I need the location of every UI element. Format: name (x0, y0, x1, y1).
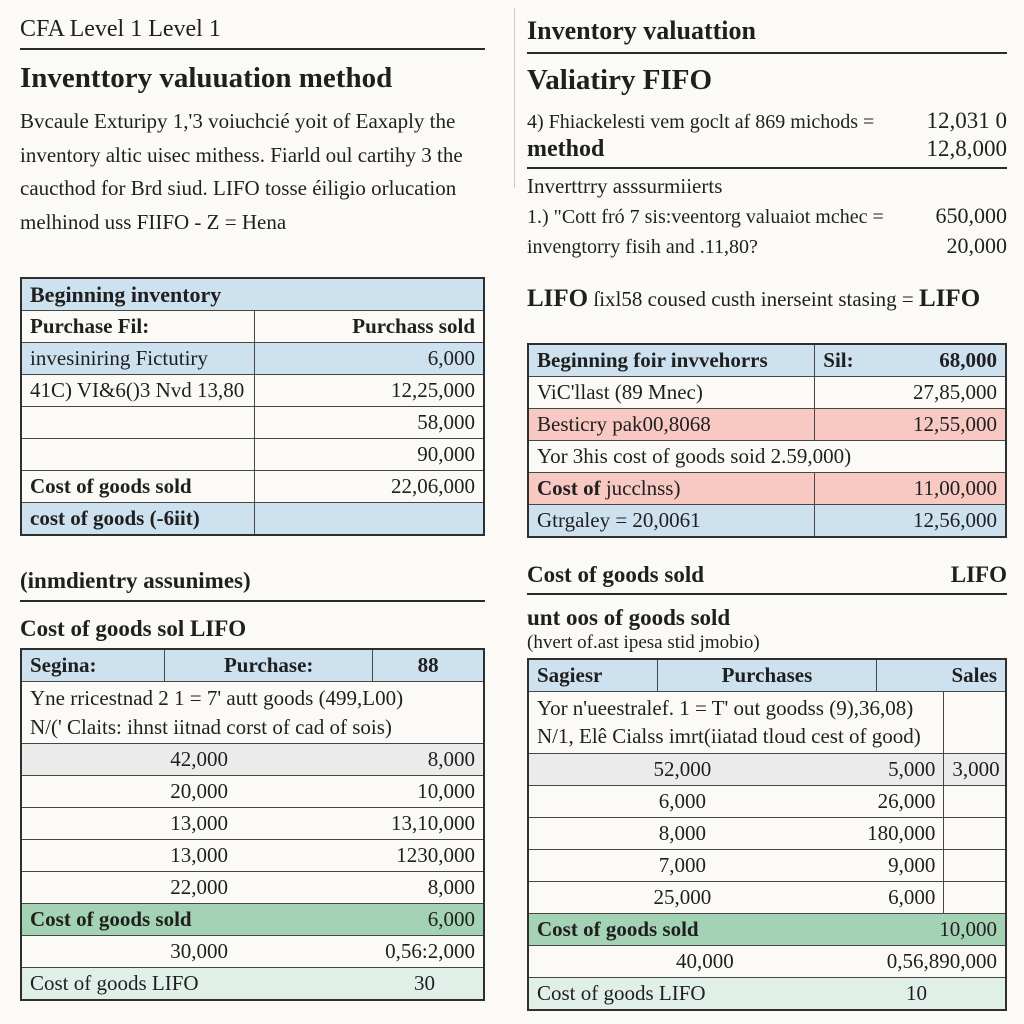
table-row (528, 817, 1006, 849)
header-sub-label: Sil: (823, 348, 854, 372)
column-header: Sales (877, 659, 1006, 692)
data-cell (528, 753, 944, 785)
row-label-cell (528, 473, 815, 505)
formula-line (527, 108, 1007, 134)
table-row (528, 473, 1006, 505)
row-label-bold: Cost of (537, 476, 601, 500)
table-row (528, 377, 1006, 409)
footer-label: Cost of goods LIFO (30, 971, 199, 996)
paragraph-line: melhinod uss FIIFO - Z = Hena (20, 209, 287, 234)
beginning-inventory-table (20, 277, 485, 536)
column-header: Purchass sold (255, 311, 484, 343)
data-cell (21, 936, 484, 968)
amount-value: 8,000 (427, 875, 475, 900)
amount-value: 9,000 (888, 852, 936, 877)
row-label-cell: Besticry pak00,8068 (528, 409, 815, 441)
table-title-cell: Beginning inventory (21, 278, 484, 311)
data-cell (21, 776, 484, 808)
data-cell (528, 817, 944, 849)
row-value-cell: 58,000 (255, 407, 484, 439)
table-row (528, 881, 1006, 913)
lifo-statement (527, 285, 1007, 313)
assumption-item (527, 203, 1007, 229)
column-header: 88 (373, 649, 484, 682)
unit-note: (hvert of.ast ipesa stid jmobio) (527, 632, 760, 653)
paragraph-line: Bvcaule Exturipy 1,'3 voiuchcié yoit of Eaxaply the (20, 109, 456, 133)
lifo-middle: ſixl58 coused custh inerseint stasing = (588, 287, 920, 311)
qty-value: 6,000 (658, 788, 707, 813)
sales-cell (944, 881, 1006, 913)
table-row (21, 808, 484, 840)
note-line: Yne rricestnad 2 1 = 7' autt goods (499,L00) (30, 686, 404, 711)
beginning-inventory-table-right (527, 343, 1007, 538)
unit-heading: unt oos of goods sold (527, 605, 731, 630)
row-value-cell (255, 503, 484, 536)
left-column (20, 16, 485, 1011)
section-subheading: (inmdientry assunimes) (20, 568, 485, 602)
lifo-prefix: LIFO (527, 285, 589, 312)
total-cell (528, 913, 1006, 945)
cogs-lifo-table-right (527, 658, 1007, 1011)
qty-value: 52,000 (653, 756, 712, 781)
table-note-row (528, 692, 1006, 754)
total-row (21, 904, 484, 936)
sales-cell (944, 692, 1006, 754)
footer-label: Cost of goods LIFO (537, 980, 706, 1005)
formula-value: 12,031 0 (926, 108, 1007, 133)
row-value-cell: 12,56,000 (815, 505, 1006, 538)
qty-value: 8,000 (658, 820, 707, 845)
formula-text: 4) Fhiackelesti vem goclt af 869 michods = (527, 111, 875, 133)
row-value-cell: 11,00,000 (815, 473, 1006, 505)
item-label: invengtorry fisih and .11,80? (527, 236, 758, 258)
amount-value: 0,56,890,000 (886, 948, 997, 973)
header-value-cell (815, 344, 1006, 377)
table-header-row (528, 344, 1006, 377)
sales-cell: 3,000 (944, 753, 1006, 785)
row-label-cell: cost of goods (-6iit) (21, 503, 255, 536)
amount-value: 26,000 (877, 788, 936, 813)
qty-value: 22,000 (170, 875, 228, 900)
right-column (527, 16, 1007, 1011)
table-row (528, 505, 1006, 538)
header-amount: 68,000 (939, 348, 997, 372)
amount-value: 0,56:2,000 (385, 939, 475, 964)
qty-value: 25,000 (653, 884, 712, 909)
method-label: method (527, 136, 605, 162)
table-caption: Cost of goods sol LIFO (20, 616, 247, 642)
sales-cell (944, 785, 1006, 817)
table-row (21, 439, 484, 471)
note-line: N/(' Claits: ihnst iitnad corst of cad of sois) (30, 714, 392, 739)
table-row (21, 343, 484, 375)
table-row (21, 776, 484, 808)
page-title: Inventtory valuuation method (20, 62, 393, 94)
table-row (528, 849, 1006, 881)
paragraph-line: caucthod for Brd siud. LIFO tosse éiligio orlucation (20, 176, 457, 201)
table-row (21, 407, 484, 439)
column-header: Purchases (657, 659, 877, 692)
note-line: Yor n'ueestralef. 1 = T' out goodss (9),36,08) (537, 696, 914, 720)
footer-value: 10 (906, 980, 927, 1005)
table-row (528, 441, 1006, 473)
row-value-cell: 12,25,000 (255, 375, 484, 407)
qty-value: 40,000 (676, 948, 734, 973)
column-header: Purchase: (165, 649, 373, 682)
cogs-heading: Cost of goods sold (527, 562, 705, 587)
row-label-cell: Cost of goods sold (21, 471, 255, 503)
table-row (528, 753, 1006, 785)
total-value: 6,000 (427, 907, 475, 932)
item-value: 20,000 (946, 233, 1007, 258)
table-row (21, 471, 484, 503)
cogs-heading-row (527, 562, 1007, 595)
table-row (21, 744, 484, 776)
column-header: Purchase Fil: (21, 311, 255, 343)
row-value-cell: 6,000 (255, 343, 484, 375)
row-value-cell: 27,85,000 (815, 377, 1006, 409)
total-value: 10,000 (939, 916, 997, 941)
table-row (21, 375, 484, 407)
amount-value: 6,000 (888, 884, 936, 909)
row-label-cell: Yor 3his cost of goods soid 2.59,000) (528, 441, 1006, 473)
data-cell (528, 881, 944, 913)
data-cell (528, 849, 944, 881)
data-cell (21, 872, 484, 904)
data-cell (528, 785, 944, 817)
section-heading: Inventory valuattion (527, 16, 1007, 54)
note-cell (21, 682, 484, 744)
table-header-row (21, 649, 484, 682)
amount-value: 5,000 (888, 756, 936, 781)
data-cell (21, 744, 484, 776)
footer-value: 30 (414, 971, 435, 996)
table-row (21, 503, 484, 536)
total-label: Cost of goods sold (537, 916, 699, 941)
lifo-suffix: LIFO (919, 285, 981, 312)
amount-value: 8,000 (427, 747, 475, 772)
qty-value: 42,000 (170, 747, 228, 772)
amount-value: 10,000 (417, 779, 475, 804)
table-row (21, 936, 484, 968)
cogs-heading-right: LIFO (950, 562, 1007, 587)
amount-value: 180,000 (867, 820, 936, 845)
amount-value: 1230,000 (396, 843, 475, 868)
assumptions-heading: Inverttrry asssurmiierts (527, 174, 723, 198)
table-row (528, 945, 1006, 977)
assumption-item (527, 233, 1007, 259)
table-row (21, 840, 484, 872)
row-value-cell: 90,000 (255, 439, 484, 471)
table-note-row (21, 682, 484, 744)
table-header-row (21, 311, 484, 343)
row-value-cell: 22,06,000 (255, 471, 484, 503)
column-header: Segina: (21, 649, 165, 682)
column-header: Sagiesr (528, 659, 657, 692)
qty-value: 13,000 (170, 843, 228, 868)
data-cell (528, 945, 1006, 977)
total-cell (21, 904, 484, 936)
method-row (527, 136, 1007, 169)
row-label-cell: ViC'llast (89 Mnec) (528, 377, 815, 409)
footer-cell (528, 977, 1006, 1010)
kicker-heading: CFA Level 1 Level 1 (20, 16, 485, 50)
footer-row (528, 977, 1006, 1010)
row-label-cell (21, 407, 255, 439)
row-label-cell: Gtrgaley = 20,0061 (528, 505, 815, 538)
row-label-cell: invesiniring Fictutiry (21, 343, 255, 375)
table-row (528, 409, 1006, 441)
note-line: N/1, Elê Cialss imrt(iiatad tloud cest of good) (537, 724, 921, 749)
table-header-row (528, 659, 1006, 692)
qty-value: 7,000 (658, 852, 707, 877)
row-label-rest: jucclnss) (600, 476, 681, 500)
row-label-cell: 41C) VI&6()3 Nvd 13,80 (21, 375, 255, 407)
qty-value: 13,000 (170, 811, 228, 836)
section-subtitle: Valiatiry FIFO (527, 64, 713, 96)
note-cell (528, 692, 944, 754)
amount-value: 13,10,000 (391, 811, 475, 836)
footer-row (21, 968, 484, 1001)
table-row (21, 872, 484, 904)
sales-cell (944, 849, 1006, 881)
qty-value: 30,000 (170, 939, 228, 964)
item-label: 1.) "Cott fró 7 sis:veentorg valuaiot mchec = (527, 206, 884, 228)
data-cell (21, 840, 484, 872)
header-label-cell: Beginning foir invvehorrs (528, 344, 815, 377)
table-row (528, 785, 1006, 817)
footer-cell (21, 968, 484, 1001)
total-label: Cost of goods sold (30, 907, 192, 932)
paragraph-line: inventory altic uisec mithess. Fiarld oul cartihy 3 the (20, 142, 463, 167)
data-cell (21, 808, 484, 840)
column-divider (514, 8, 515, 188)
total-row (528, 913, 1006, 945)
method-value: 12,8,000 (926, 136, 1007, 161)
table-title-row (21, 278, 484, 311)
row-value-cell: 12,55,000 (815, 409, 1006, 441)
sales-cell (944, 817, 1006, 849)
row-label-cell (21, 439, 255, 471)
item-value: 650,000 (935, 203, 1007, 228)
intro-paragraph (20, 105, 485, 239)
cogs-lifo-table-left (20, 648, 485, 1001)
qty-value: 20,000 (170, 779, 228, 804)
